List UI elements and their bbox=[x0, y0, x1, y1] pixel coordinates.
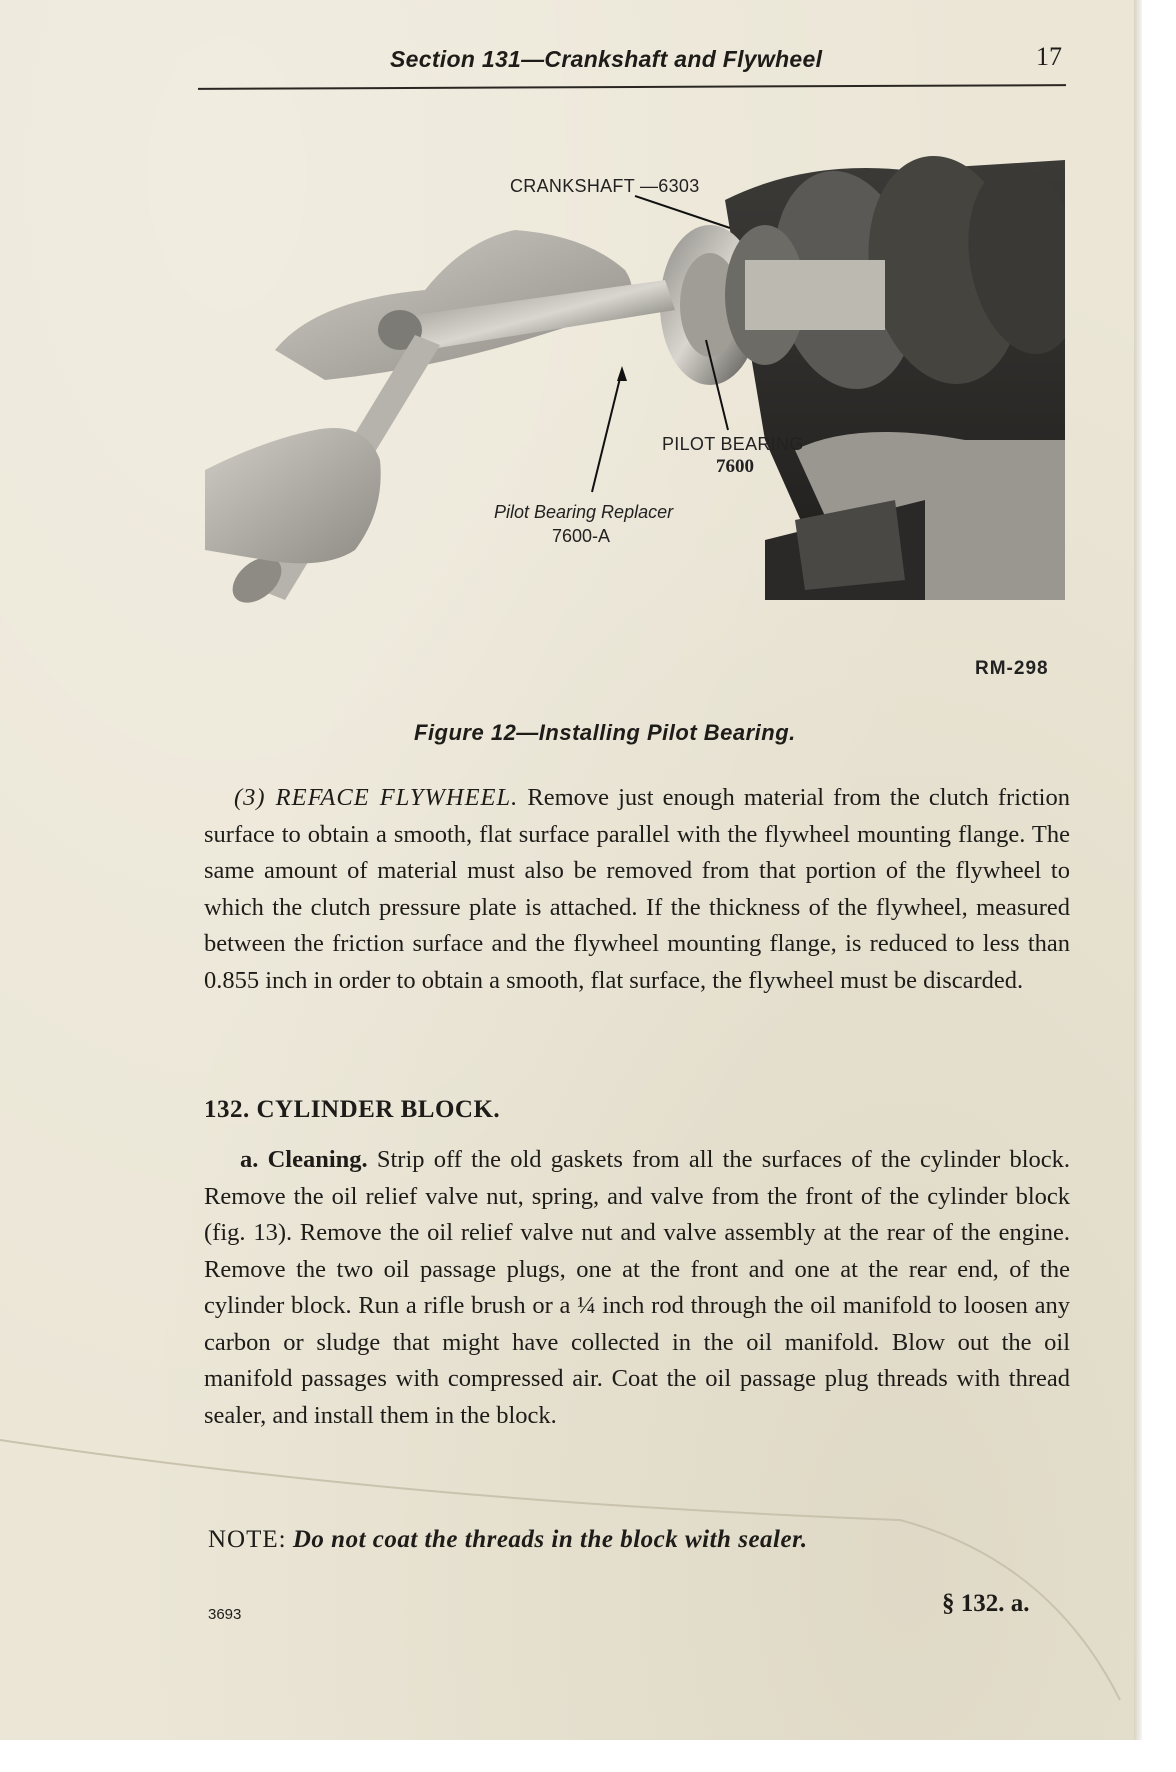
paragraph-cleaning bbox=[204, 1142, 1070, 1434]
paragraph-reface-flywheel bbox=[204, 780, 1070, 999]
label-crankshaft: CRANKSHAFT —6303 bbox=[510, 176, 700, 196]
figure-caption: Figure 12—Installing Pilot Bearing. bbox=[414, 720, 796, 745]
running-header-title: Section 131—Crankshaft and Flywheel bbox=[390, 46, 823, 72]
paragraph-lead: a. Cleaning. bbox=[240, 1146, 368, 1173]
section-heading: 132. CYLINDER BLOCK. bbox=[204, 1096, 501, 1123]
label-pilot-bearing: PILOT BEARING bbox=[662, 434, 804, 454]
footer-code: 3693 bbox=[208, 1606, 242, 1623]
footer-section-reference: § 132. a. bbox=[942, 1590, 1030, 1617]
figure-reference-code: RM-298 bbox=[975, 658, 1049, 679]
label-pilot-bearing-number: 7600 bbox=[716, 456, 754, 477]
note-text: Do not coat the threads in the block with sealer. bbox=[292, 1526, 808, 1553]
paragraph-body: Remove just enough material from the clutch friction surface to obtain a smooth, flat surface parallel with the flywheel mounting flange. The same amount of material must also be removed from that portion of the flywheel to which the clutch pressure plate is attached. If the thickness of the flywheel, measured between the friction surface and the flywheel mounting flange, is reduced to less than 0.855 inch in order to obtain a smooth, flat surface, the flywheel must be discarded. bbox=[204, 784, 1070, 994]
paragraph-body: Strip off the old gaskets from all the surfaces of the cylinder block. Remove the oil relief valve nut, spring, and valve from the front of the cylinder block (fig. 13). Remove the oil relief valve nut and valve assembly at the rear of the engine. Remove the two oil passage plugs, one at the front and one at the rear end, of the cylinder block. Run a rifle brush or a ¼ inch rod through the oil manifold to loosen any carbon or sludge that might have collected in the oil manifold. Blow out the oil manifold passages with compressed air. Coat the oil passage plug threads with thread sealer, and install them in the block. bbox=[204, 1146, 1071, 1429]
note-label: NOTE: bbox=[208, 1526, 287, 1553]
label-replacer-number: 7600-A bbox=[552, 526, 611, 546]
page-number: 17 bbox=[1036, 42, 1062, 71]
label-pilot-bearing-replacer: Pilot Bearing Replacer bbox=[494, 502, 674, 522]
note bbox=[208, 1526, 808, 1554]
paragraph-lead: (3) REFACE FLYWHEEL. bbox=[234, 784, 519, 811]
